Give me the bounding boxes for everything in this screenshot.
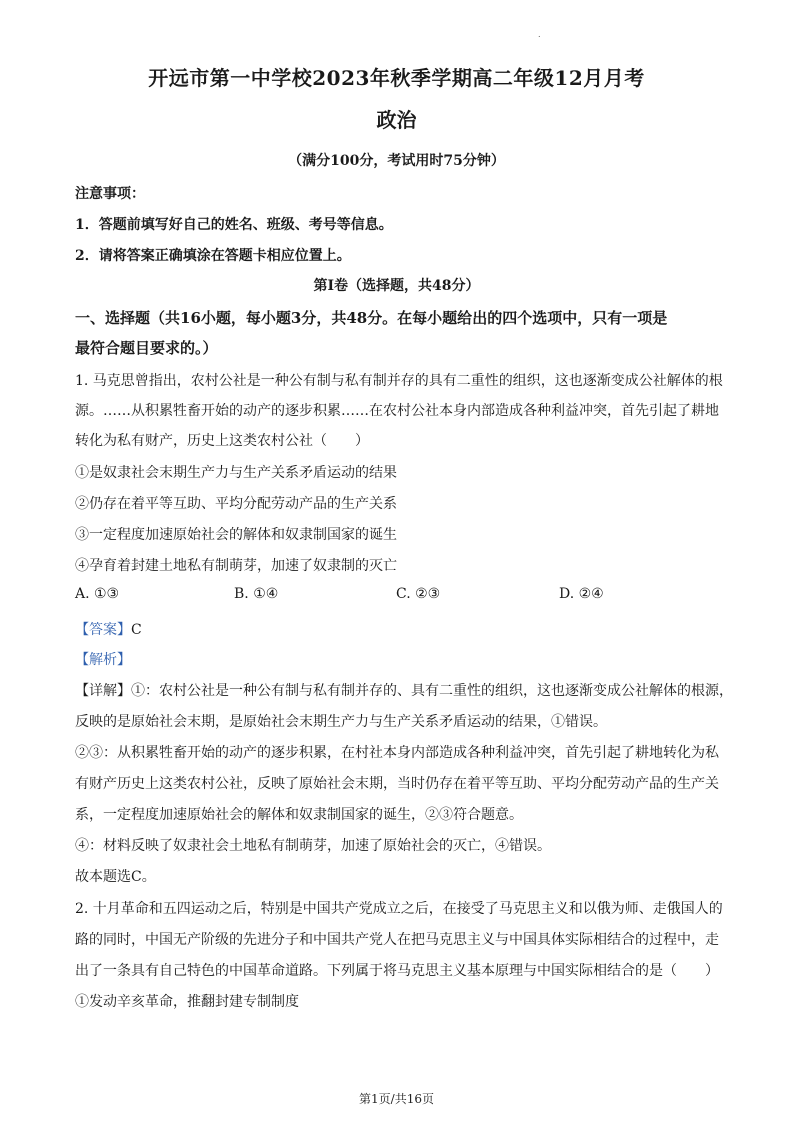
q1-answer	[75, 619, 142, 639]
q1-analysis-line2: 反映的是原始社会末期，是原始社会末期生产力与生产关系矛盾运动的结果，①错误。	[75, 714, 607, 730]
page-footer: 第1页/共16页	[359, 1092, 434, 1106]
q2-stem-line3: 出了一条具有自己特色的中国革命道路。下列属于将马克思主义基本原理与中国实际相结合的是（ ）	[75, 963, 719, 979]
exam-title: 开远市第一中学校2023年秋季学期高二年级12月月考	[148, 66, 645, 90]
score-info: （满分100分，考试用时75分钟）	[288, 153, 505, 169]
notice-heading: 注意事项：	[75, 186, 145, 202]
q1-option-a: A. ①③	[75, 586, 120, 602]
part-title-line1: 一、选择题（共16小题，每小题3分，共48分。在每小题给出的四个选项中，只有一项是	[75, 309, 668, 327]
q1-stem-line3: 转化为私有财产，历史上这类农村公社（ ）	[75, 433, 369, 449]
q2-stem-line1: 2. 十月革命和五四运动之后，特别是中国共产党成立之后，在接受了马克思主义和以俄为师、走俄国人的	[75, 901, 723, 917]
q1-statement-3: ③一定程度加速原始社会的解体和奴隶制国家的诞生	[75, 527, 397, 543]
q1-analysis-line3: ②③：从积累牲畜开始的动产的逐步积累，在村社本身内部造成各种利益冲突，首先引起了耕地转化为私	[75, 745, 719, 761]
q1-analysis-line1: 【详解】①：农村公社是一种公有制与私有制并存的、具有二重性的组织，这也逐渐变成公社解体的根源，	[75, 683, 733, 699]
q1-analysis-line7: 故本题选C。	[75, 869, 156, 885]
answer-tag: 【答案】	[75, 622, 131, 638]
subject-title: 政治	[376, 108, 417, 132]
q2-stem-line2: 路的同时，中国无产阶级的先进分子和中国共产党人在把马克思主义与中国具体实际相结合的过程中，走	[75, 932, 719, 948]
q1-stem-line1: 1. 马克思曾指出，农村公社是一种公有制与私有制并存的具有二重性的组织，这也逐渐变成公社解体的根	[75, 373, 723, 389]
q1-option-b: B. ①④	[234, 586, 279, 602]
q1-statement-4: ④孕育着封建土地私有制萌芽，加速了奴隶制的灭亡	[75, 558, 397, 574]
q1-statement-1: ①是奴隶社会末期生产力与生产关系矛盾运动的结果	[75, 465, 397, 481]
volume-title: 第I卷（选择题，共48分）	[313, 278, 480, 294]
q1-analysis-line6: ④：材料反映了奴隶社会土地私有制萌芽，加速了原始社会的灭亡，④错误。	[75, 838, 551, 854]
answer-value: C	[131, 622, 142, 638]
part-title-line2: 最符合题目要求的。）	[75, 339, 218, 357]
q2-statement-1: ①发动辛亥革命，推翻封建专制制度	[75, 994, 299, 1010]
q1-statement-2: ②仍存在着平等互助、平均分配劳动产品的生产关系	[75, 496, 397, 512]
notice-item-2: 2．请将答案正确填涂在答题卡相应位置上。	[75, 248, 351, 264]
q1-analysis-line5: 系，一定程度加速原始社会的解体和奴隶制国家的诞生，②③符合题意。	[75, 807, 523, 823]
notice-item-1: 1．答题前填写好自己的姓名、班级、考号等信息。	[75, 217, 393, 233]
corner-dot: .	[538, 30, 541, 39]
q1-analysis-line4: 有财产历史上这类农村公社，反映了原始社会末期，当时仍存在着平等互助、平均分配劳动产品的生产关	[75, 776, 719, 792]
q1-stem-line2: 源。……从积累牲畜开始的动产的逐步积累……在农村公社本身内部造成各种利益冲突，首先引起了耕地	[75, 403, 719, 419]
q1-option-d: D. ②④	[559, 586, 604, 602]
q1-option-c: C. ②③	[396, 586, 441, 602]
analysis-tag: 【解析】	[75, 652, 131, 668]
q1-analysis-heading	[75, 649, 131, 669]
